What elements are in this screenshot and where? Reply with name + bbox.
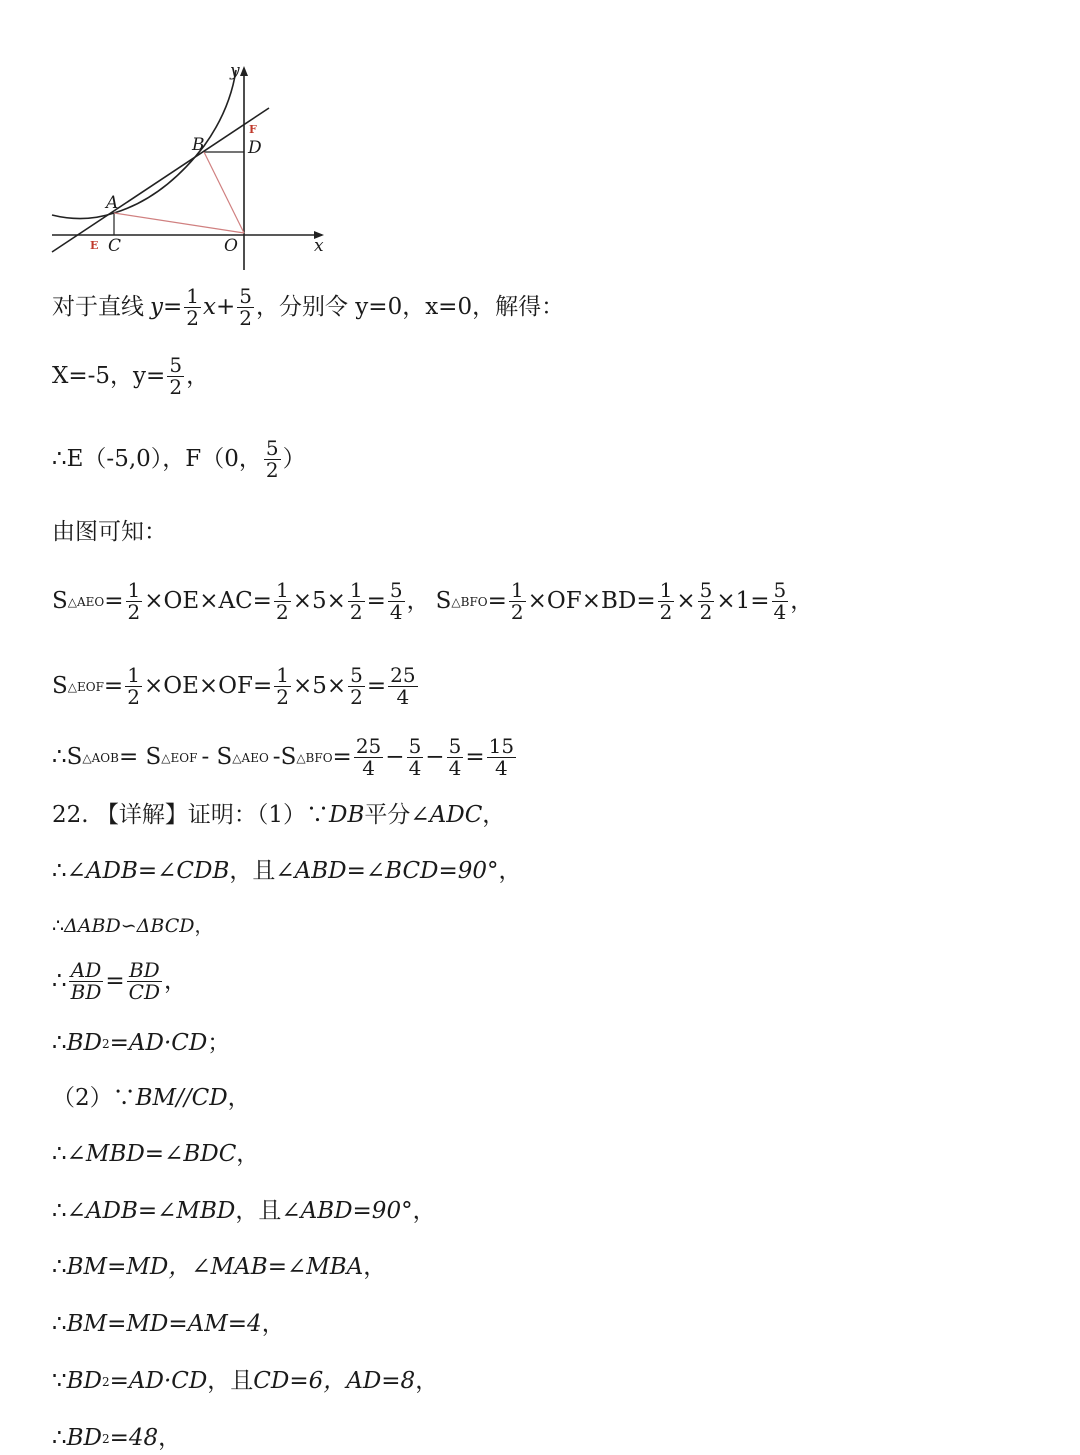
line-bm-md: ∴ BM=MD，∠MAB=∠MBA ， xyxy=(52,1254,387,1280)
label-e: E xyxy=(90,239,99,252)
fraction: $\frac{1}{2}$ xyxy=(186,284,200,330)
segment-bo xyxy=(204,152,244,233)
fraction: $\frac{AD}{BD}$ xyxy=(70,958,102,1004)
fraction: $\frac{5}{2}$ xyxy=(699,578,713,624)
line-angle-equal: ∴ ∠ADB=∠CDB ，且 ∠ABD=∠BCD=90° ， xyxy=(52,858,522,884)
fraction: $\frac{5}{2}$ xyxy=(169,353,183,399)
fraction: $\frac{5}{4}$ xyxy=(389,578,403,624)
fraction: $\frac{1}{2}$ xyxy=(349,578,363,624)
line-adb-mbd: ∴ ∠ADB=∠MBD ，且 ∠ABD=90° ， xyxy=(52,1198,436,1224)
segment-ao xyxy=(114,213,244,233)
fraction: $\frac{5}{2}$ xyxy=(239,284,252,330)
y-axis-arrow xyxy=(240,66,248,76)
fraction: $\frac{1}{2}$ xyxy=(510,578,524,624)
fraction: $\frac{25}{4}$ xyxy=(355,734,382,780)
line-from-figure: 由图可知： xyxy=(52,519,167,545)
label-d: D xyxy=(248,138,262,158)
fraction: $\frac{15}{4}$ xyxy=(488,734,515,780)
hyperbola-curve xyxy=(52,70,236,219)
line-area-eof: S △EOF = $\frac{1}{2}$ ×OE×OF= $\frac{1}{2}$ ×5× $\frac{5}{2}$ = $\frac{25}{4}$ xyxy=(52,663,416,709)
line-ef xyxy=(52,108,269,252)
fraction: $\frac{5}{2}$ xyxy=(265,436,279,482)
label-b: B xyxy=(192,135,205,155)
fraction: $\frac{1}{2}$ xyxy=(276,663,289,709)
fraction: $\frac{1}{2}$ xyxy=(275,578,289,624)
coordinate-graph xyxy=(44,58,344,278)
line-similar-triangles: ∴ ΔABD∽ΔBCD ， xyxy=(52,915,214,937)
fraction: $\frac{5}{4}$ xyxy=(773,578,787,624)
fraction: $\frac{25}{4}$ xyxy=(390,663,416,709)
line-bd-squared: ∴ BD 2 =AD·CD ； xyxy=(52,1030,231,1056)
line-part2-start: （2）∵ BM//CD ， xyxy=(52,1085,251,1111)
label-y: y xyxy=(230,61,240,81)
line-ratio: ∴ $\frac{AD}{BD}$ = $\frac{BD}{CD}$ ， xyxy=(52,958,187,1004)
line-mbd-bdc: ∴ ∠MBD=∠BDC ， xyxy=(52,1141,260,1167)
line-area-aeo-bfo: S △AEO = $\frac{1}{2}$ ×OE×AC= $\frac{1}{2}$ ×5× $\frac{1}{2}$ = $\frac{5}{4}$ ， S △BFO = $\frac{1}{2}$ ×OF×BD= $\frac{1}{2}$ × $\frac{5}{2}$ ×1= $\frac{5}{4}$ ， xyxy=(52,578,814,624)
label-a: A xyxy=(106,193,119,213)
line-q22-proof-start: 22. 【详解】证明：（1）∵ DB 平分 ∠ADC ， xyxy=(52,802,506,828)
fraction: $\frac{5}{4}$ xyxy=(408,734,422,780)
line-bm-md-am: ∴ BM=MD=AM=4 ， xyxy=(52,1311,285,1337)
fraction: $\frac{5}{4}$ xyxy=(448,734,462,780)
label-o: O xyxy=(224,236,238,256)
line-bd-squared-48: ∴ BD 2 =48 ， xyxy=(52,1425,182,1451)
fraction: $\frac{1}{2}$ xyxy=(127,663,140,709)
line-equation-intro: 对于直线 y = $\frac{1}{2}$ x+ $\frac{5}{2}$ ，分别令 y=0，x=0，解得： xyxy=(52,284,565,330)
line-points-ef: ∴E（-5,0），F（0， $\frac{5}{2}$ ） xyxy=(52,436,306,482)
label-f: F xyxy=(249,123,257,136)
fraction: $\frac{5}{2}$ xyxy=(350,663,363,709)
label-x: x xyxy=(314,236,324,256)
fraction: $\frac{1}{2}$ xyxy=(127,578,141,624)
fraction: $\frac{BD}{CD}$ xyxy=(128,958,160,1004)
line-bd-squared-given: ∵ BD 2 =AD·CD ，且 CD=6，AD=8 ， xyxy=(52,1368,439,1394)
line-solution-values: X=-5，y= $\frac{5}{2}$ ， xyxy=(52,353,210,399)
fraction: $\frac{1}{2}$ xyxy=(659,578,673,624)
label-c: C xyxy=(108,236,122,256)
line-area-aob: ∴S △AOB = S △EOF - S △AEO -S △BFO = $\frac{25}{4}$ − $\frac{5}{4}$ − $\frac{5}{4}$ = $\frac{15}{4}$ xyxy=(52,734,515,780)
